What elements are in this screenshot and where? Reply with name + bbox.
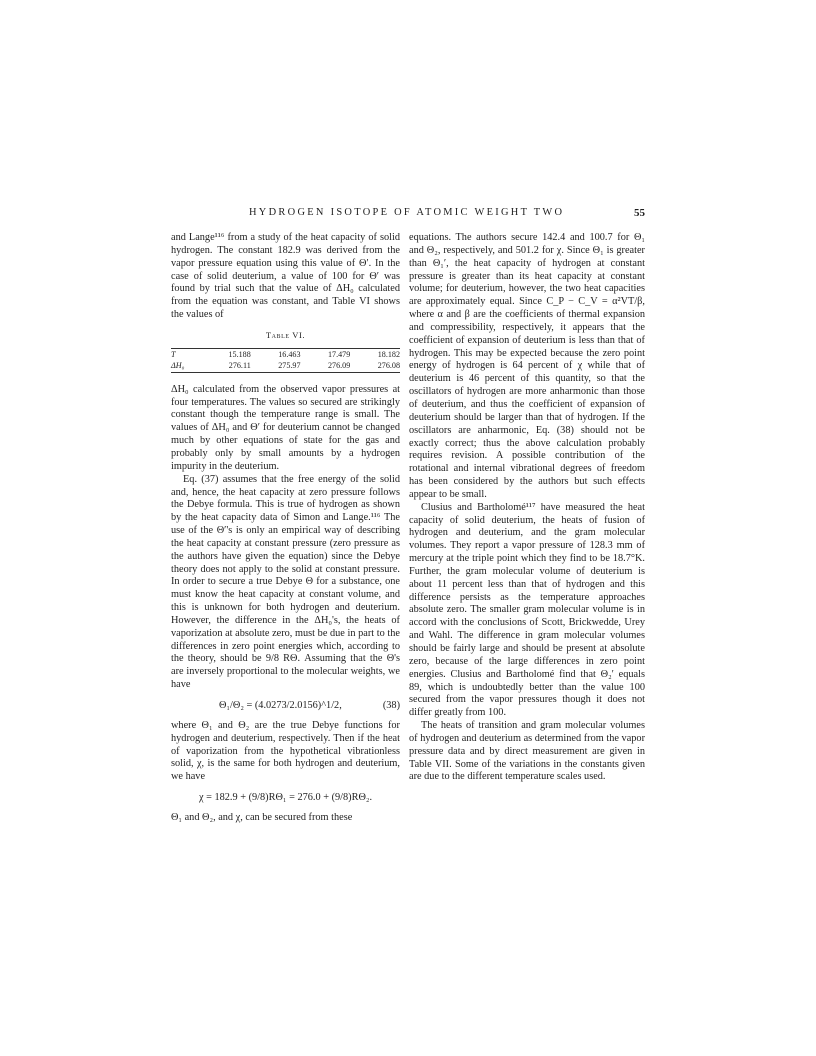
table-cell: 17.479 <box>327 349 351 359</box>
data-table <box>171 348 400 373</box>
paragraph: equations. The authors secure 142.4 and 100.7 for Θ₁ and Θ₂, respectively, and 501.2 for χ. Since Θ₁ is greater than Θ₁′, the heat capacity of hydrogen at constant pressure is greater than its heat capacity at constant volume; for deuterium, however, the two heat capacities are approximately equal. Since C_P − C_V = α²VT/β, where α and β are the coefficients of thermal expansion and compressibility, respectively, it appears that the coefficient of expansion of deuterium is less than that of hydrogen. This may be expected because the zero point energy of hydrogen is 64 percent of χ while that of deuterium is 46 percent of this quantity, so that the oscillators of hydrogen are more anharmonic than those of deuterium, and thus the coefficient of expansion of deuterium should be larger than that of hydrogen. If the oscillators are anharmonic, Eq. (38) should not be exactly correct; thus the above calculation probably requires revision. A possible contribution of the rotational and internal vibrational degrees of freedom has been considered by the authors but such effects appear to be small. <box>409 232 645 500</box>
running-header <box>171 207 645 223</box>
table-caption: Table VI. <box>265 329 306 340</box>
table-cell: 275.97 <box>278 361 301 371</box>
equation-38 <box>171 700 400 713</box>
equation-chi: χ = 182.9 + (9/8)RΘ₁ = 276.0 + (9/8)RΘ₂. <box>198 792 373 804</box>
table-cell: 15.188 <box>228 349 251 359</box>
paragraph: The heats of transition and gram molecular volumes of hydrogen and deuterium as determined from the vapor pressure data and by direct measurement are given in Table VII. Some of the variations in the constants given are due to the different temperature scales used. <box>409 720 645 783</box>
equation-number: (38) <box>382 700 400 711</box>
table-row-label: ΔH₀ <box>171 361 185 371</box>
left-column <box>171 232 400 825</box>
paragraph: Eq. (37) assumes that the free energy of the solid and, hence, the heat capacity at zero pressure follows the Debye formula. This is true of hydrogen as shown by the heat capacity data of Simon and Lange.¹¹⁶ The use of the Θ′'s is only an empirical way of describing the heat capacity at constant pressure (zero pressure as the authors have given the equation) since the Debye theory does not apply to the solid at constant pressure. In order to secure a true Debye Θ for a substance, one must know the heat capacity at constant volume, and this is unknown for both hydrogen and deuterium. However, the difference in the ΔH₀'s, the heats of vaporization at absolute zero, must be due in part to the differences in zero point energies which, according to the theory, should be 9/8 RΘ. Assuming that the Θ's are inversely proportional to the molecular weights, we have <box>171 473 400 691</box>
table-row <box>171 360 400 372</box>
table-cell: 16.463 <box>278 349 301 359</box>
table-cell: 276.09 <box>327 361 351 371</box>
page-number: 55 <box>634 207 645 219</box>
paragraph: Clusius and Bartholomé¹¹⁷ have measured the heat capacity of solid deuterium, the heats of fusion of hydrogen and deuterium, and the gram molecular volumes. They report a vapor pressure of 128.3 mm of mercury at the triple point which they find to be 18.7°K. Further, the gram molecular volume of deuterium is about 11 percent less than that of hydrogen and this difference persists as the temperature approaches absolute zero. The smaller gram molecular volume is in accord with the conclusions of Scott, Brickwedde, Urey and Wahl. The difference in gram molecular volumes should be fairly large and should be present at absolute zero, because of the large differences in zero point energies. Clusius and Bartholomé find that Θ₂′ equals 89, which is undoubtedly better than the value 100 secured from the vapor pressures though it does not differ greatly from 100. <box>409 501 645 719</box>
table-cell: 18.182 <box>377 349 400 359</box>
paragraph: where Θ₁ and Θ₂ are the true Debye functions for hydrogen and deuterium, respectively. Then if the heat of vaporization from the hypothetical vibrationless solid, χ, is the same for both hydrogen and deuterium, we have <box>171 719 400 783</box>
table-row-label: T <box>171 349 176 359</box>
right-column <box>409 232 645 784</box>
paragraph: and Lange¹¹⁶ from a study of the heat capacity of solid hydrogen. The constant 182.9 was derived from the vapor pressure equation using this value of Θ′. In the case of solid deuterium, a value of 100 for Θ′ was found by trial such that the value of ΔH₀ calculated from the equation was constant, and Table VI shows the values of <box>171 232 400 321</box>
running-title: HYDROGEN ISOTOPE OF ATOMIC WEIGHT TWO <box>249 207 565 218</box>
equation-body: Θ₁/Θ₂ = (4.0273/2.0156)^1/2, <box>219 700 342 711</box>
paragraph: ΔH₀ calculated from the observed vapor pressures at four temperatures. The values so secured are strikingly constant though the temperature range is small. The values of ΔH₀ and Θ′ for deuterium cannot be changed much by other equations of state for the gas and probably only by small amounts by a hydrogen impurity in the deuterium. <box>171 383 400 472</box>
table-row <box>171 348 400 360</box>
paragraph: Θ₁ and Θ₂, and χ, can be secured from these <box>171 811 353 823</box>
table-cell: 276.08 <box>377 361 400 371</box>
table-cell: 276.11 <box>228 361 251 371</box>
